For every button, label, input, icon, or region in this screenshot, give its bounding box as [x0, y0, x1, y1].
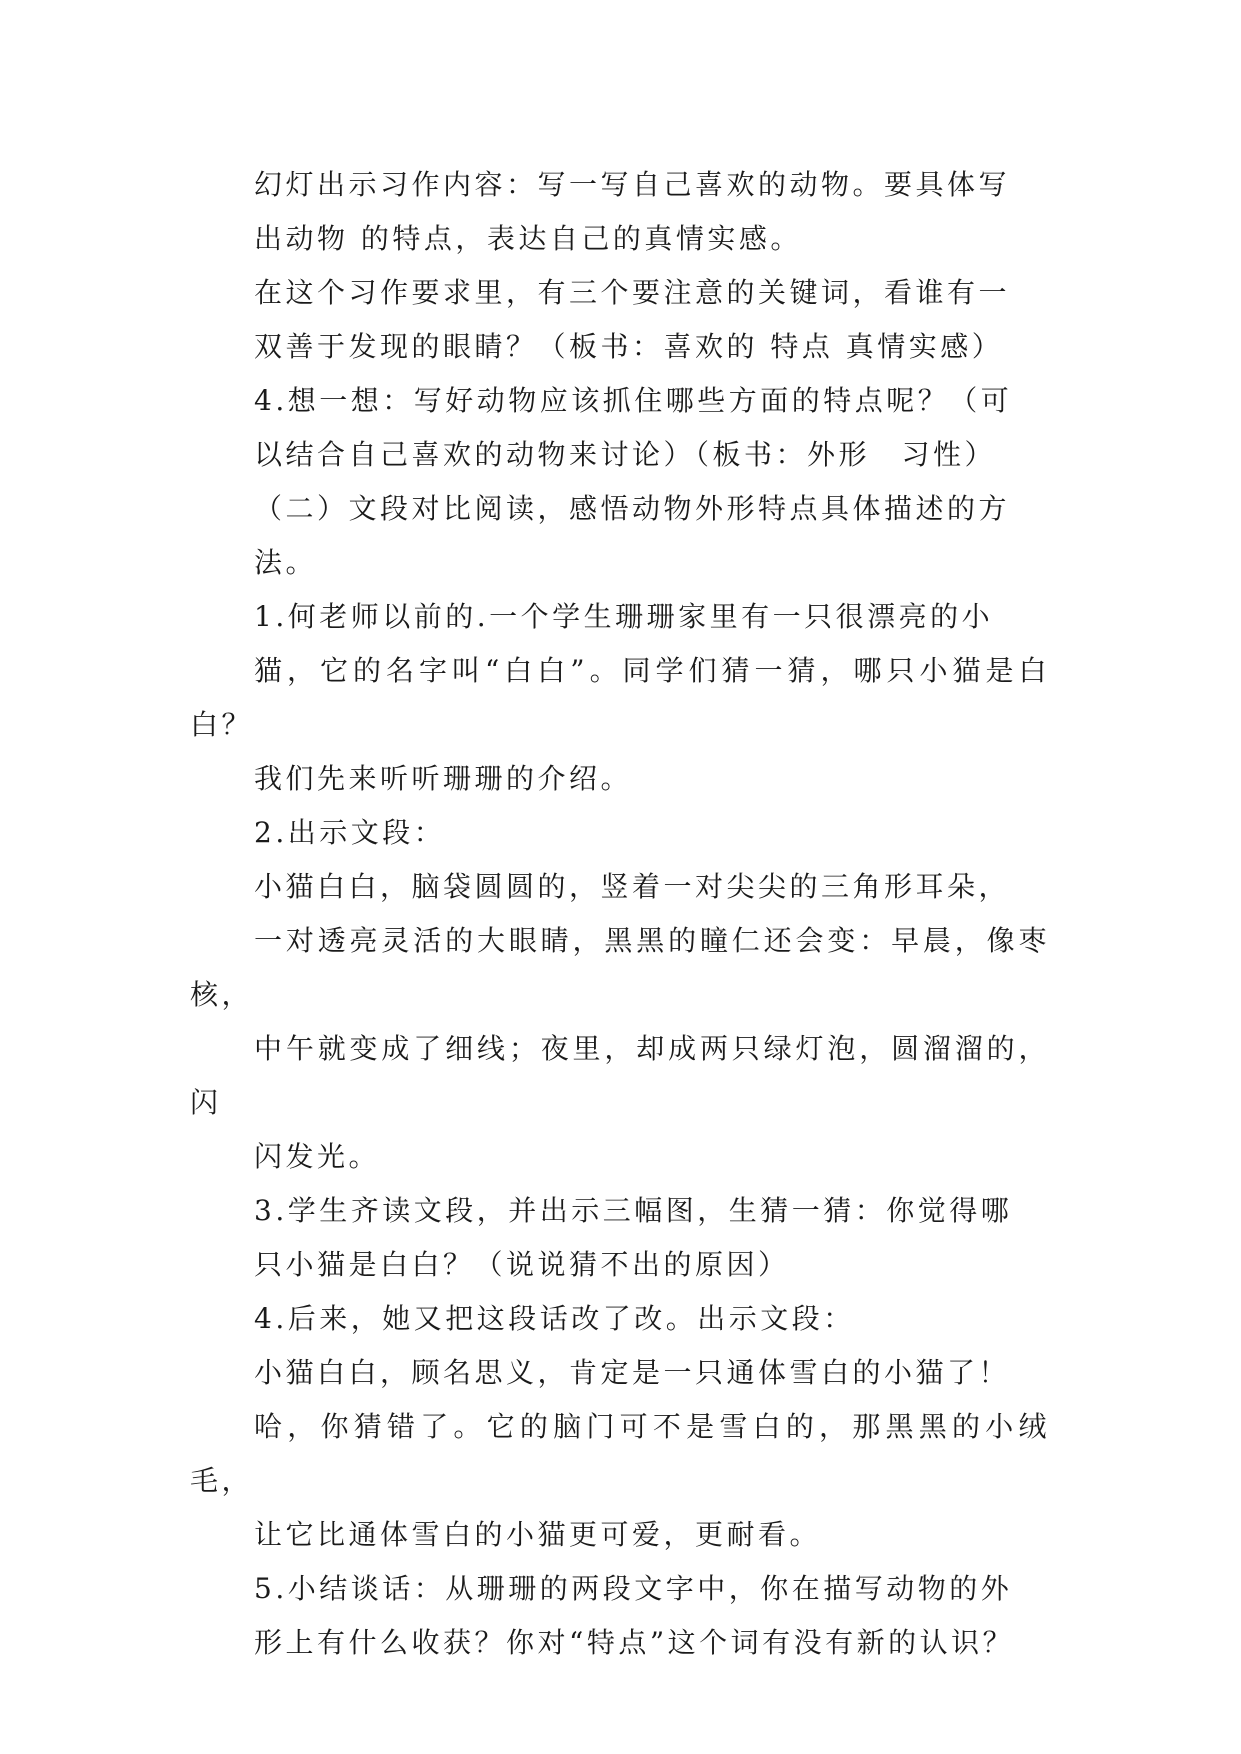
- text-line: 1.何老师以前的.一个学生珊珊家里有一只很漂亮的小: [254, 600, 994, 633]
- text-line: 我们先来听听珊珊的介绍。: [254, 762, 633, 795]
- text-line: 中午就变成了细线；夜里，却成两只绿灯泡，圆溜溜的，闪: [190, 1032, 1050, 1119]
- text-line: 4.想一想：写好动物应该抓住哪些方面的特点呢？（可: [254, 384, 1013, 417]
- text-line: 3.学生齐读文段，并出示三幅图，生猜一猜：你觉得哪: [254, 1194, 1013, 1227]
- paragraph-step-5-summary: [190, 1562, 1050, 1670]
- paragraph-step-1-intro: [190, 590, 1050, 806]
- text-line: 2.出示文段：: [254, 816, 446, 849]
- text-line: 哈，你猜错了。它的脑门可不是雪白的，那黑黑的小绒毛，: [190, 1410, 1050, 1497]
- text-line: 以结合自己喜欢的动物来讨论）（板书：外形 习性）: [254, 438, 997, 471]
- text-line: 5.小结谈话：从珊珊的两段文字中，你在描写动物的外: [254, 1572, 1013, 1605]
- text-line: 幻灯出示习作内容：写一写自己喜欢的动物。要具体写: [254, 168, 1011, 201]
- paragraph-passage-one: [190, 860, 1050, 1184]
- paragraph-keywords: [190, 266, 1050, 374]
- paragraph-step-4-think: [190, 374, 1050, 482]
- paragraph-slide-writing-task: [190, 158, 1050, 266]
- text-line: 形上有什么收获？你对“特点”这个词有没有新的认识？: [254, 1626, 1015, 1659]
- text-line: 闪发光。: [254, 1140, 381, 1173]
- text-line: 双善于发现的眼睛？（板书：喜欢的 特点 真情实感）: [254, 330, 1004, 363]
- paragraph-step-2-show: [190, 806, 1050, 860]
- text-line: 让它比通体雪白的小猫更可爱，更耐看。: [254, 1518, 822, 1551]
- text-line: 只小猫是白白？（说说猜不出的原因）: [254, 1248, 790, 1281]
- text-line: （二）文段对比阅读，感悟动物外形特点具体描述的方: [254, 492, 1011, 525]
- text-line: 小猫白白，脑袋圆圆的，竖着一对尖尖的三角形耳朵，: [254, 870, 1011, 903]
- text-line: 法。: [254, 546, 318, 579]
- text-line: 在这个习作要求里，有三个要注意的关键词，看谁有一: [254, 276, 1011, 309]
- text-line: 一对透亮灵活的大眼睛，黑黑的瞳仁还会变：早晨，像枣核，: [190, 924, 1050, 1011]
- text-line: 4.后来，她又把这段话改了改。出示文段：: [254, 1302, 855, 1335]
- paragraph-step-3-read: [190, 1184, 1050, 1292]
- document-body: [190, 158, 1050, 1670]
- text-line: 猫，它的名字叫“白白”。同学们猜一猜，哪只小猫是白白？: [190, 654, 1050, 741]
- text-line: 小猫白白，顾名思义，肯定是一只通体雪白的小猫了！: [254, 1356, 1011, 1389]
- paragraph-section-two-heading: [190, 482, 1050, 590]
- paragraph-passage-two: [190, 1346, 1050, 1562]
- paragraph-step-4-revise: [190, 1292, 1050, 1346]
- text-line: 出动物 的特点，表达自己的真情实感。: [254, 222, 802, 255]
